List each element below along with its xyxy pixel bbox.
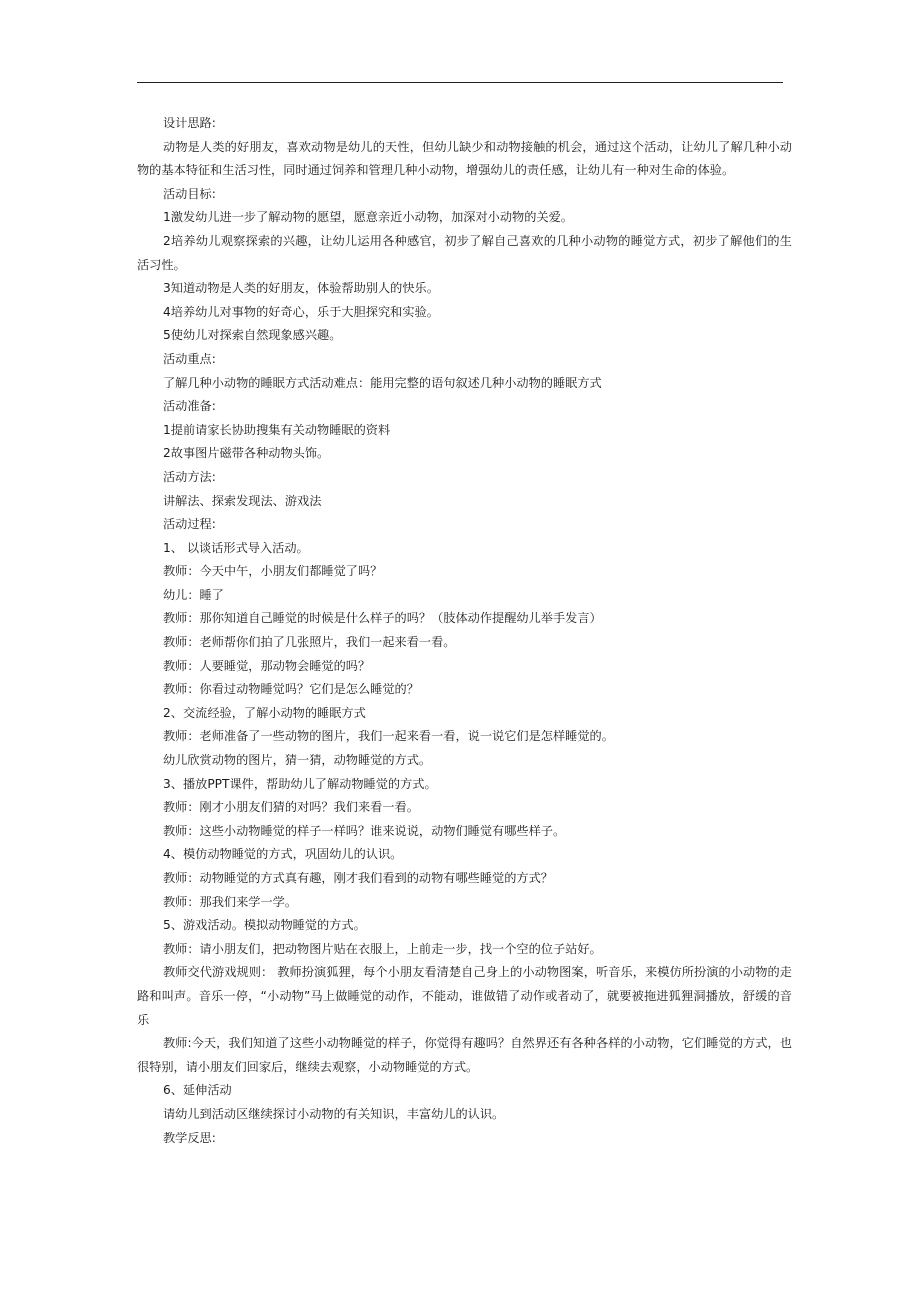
game-rules-paragraph: 教师交代游戏规则： 教师扮演狐狸，每个小朋友看清楚自己身上的小动物图案，听音乐，来模仿所扮演的小动物的走路和叫声。音乐一停，“小动物”马上做睡觉的动作，不能动，谁做错了动作或者动了，就要被拖进狐狸洞播放，舒缓的音乐 (137, 965, 792, 1027)
dialogue-line: 教师：老师准备了一些动物的图片，我们一起来看一看，说一说它们是怎样睡觉的。 (163, 729, 614, 744)
paragraph-focus: 了解几种小动物的睡眠方式活动难点：能用完整的语句叙述几种小动物的睡眠方式 (163, 375, 602, 390)
document-body (137, 112, 792, 1150)
paragraph-methods: 讲解法、探索发现法、游戏法 (163, 493, 322, 508)
dialogue-line: 教师：老师帮你们拍了几张照片，我们一起来看一看。 (163, 635, 456, 650)
goal-item: 4培养幼儿对事物的好奇心，乐于大胆探究和实验。 (163, 304, 439, 319)
dialogue-line: 教师：今天中午，小朋友们都睡觉了吗？ (163, 564, 383, 579)
dialogue-line: 教师：那我们来学一学。 (163, 894, 298, 909)
goal-item: 1激发幼儿进一步了解动物的愿望，愿意亲近小动物，加深对小动物的关爱。 (163, 210, 573, 225)
heading-reflection: 教学反思: (163, 1130, 216, 1145)
paragraph-extension: 请幼儿到活动区继续探讨小动物的有关知识，丰富幼儿的认识。 (163, 1106, 505, 1121)
dialogue-line: 教师：刚才小朋友们猜的对吗？我们来看一看。 (163, 800, 419, 815)
dialogue-line: 教师：那你知道自己睡觉的时候是什么样子的吗？（肢体动作提醒幼儿举手发言） (163, 611, 602, 626)
preparation-item: 1提前请家长协助搜集有关动物睡眠的资料 (163, 422, 391, 437)
dialogue-line: 教师：动物睡觉的方式真有趣，刚才我们看到的动物有哪些睡觉的方式？ (163, 871, 553, 885)
heading-goals: 活动目标: (163, 186, 216, 201)
dialogue-line: 教师：你看过动物睡觉吗？它们是怎么睡觉的？ (163, 682, 419, 697)
heading-focus: 活动重点: (163, 351, 216, 366)
process-step: 2、交流经验，了解小动物的睡眠方式 (163, 705, 366, 720)
process-step: 1、 以谈话形式导入活动。 (163, 540, 309, 555)
header-rule (137, 82, 783, 83)
preparation-item: 2故事图片磁带各种动物头饰。 (163, 446, 330, 461)
goal-item: 3知道动物是人类的好朋友，体验帮助别人的快乐。 (163, 281, 439, 296)
heading-process: 活动过程: (163, 517, 216, 532)
paragraph-design-idea: 动物是人类的好朋友，喜欢动物是幼儿的天性，但幼儿缺少和动物接触的机会，通过这个活动，让幼儿了解几种小动物的基本特征和生活习性，同时通过饲养和管理几种小动物，增强幼儿的责任感，让幼儿有一种对生命的体验。 (137, 139, 792, 178)
dialogue-line: 幼儿欣赏动物的图片，猜一猜，动物睡觉的方式。 (163, 753, 432, 768)
process-step: 3、播放PPT课件，帮助幼儿了解动物睡觉的方式。 (163, 776, 437, 791)
process-step: 4、模仿动物睡觉的方式，巩固幼儿的认识。 (163, 847, 403, 862)
dialogue-line: 教师：请小朋友们，把动物图片贴在衣服上，上前走一步，找一个空的位子站好。 (163, 941, 602, 956)
goal-item: 2培养幼儿观察探索的兴趣，让幼儿运用各种感官，初步了解自己喜欢的几种小动物的睡觉方式，初步了解他们的生活习性。 (137, 233, 792, 272)
dialogue-line: 教师：这些小动物睡觉的样子一样吗？谁来说说，动物们睡觉有哪些样子。 (163, 823, 566, 838)
heading-methods: 活动方法: (163, 469, 216, 484)
heading-design-idea: 设计思路: (163, 116, 216, 130)
goal-item: 5使幼儿对探索自然现象感兴趣。 (163, 328, 342, 343)
process-step: 5、游戏活动。模拟动物睡觉的方式。 (163, 918, 366, 933)
dialogue-line: 幼儿：睡了 (163, 587, 224, 602)
dialogue-line: 教师：人要睡觉，那动物会睡觉的吗？ (163, 658, 371, 673)
process-step: 6、延伸活动 (163, 1083, 232, 1098)
closing-dialogue-paragraph: 教师:今天，我们知道了这些小动物睡觉的样子，你觉得有趣吗？自然界还有各种各样的小动物，它们睡觉的方式，也很特别，请小朋友们回家后，继续去观察，小动物睡觉的方式。 (137, 1036, 792, 1074)
heading-preparation: 活动准备: (163, 399, 216, 414)
